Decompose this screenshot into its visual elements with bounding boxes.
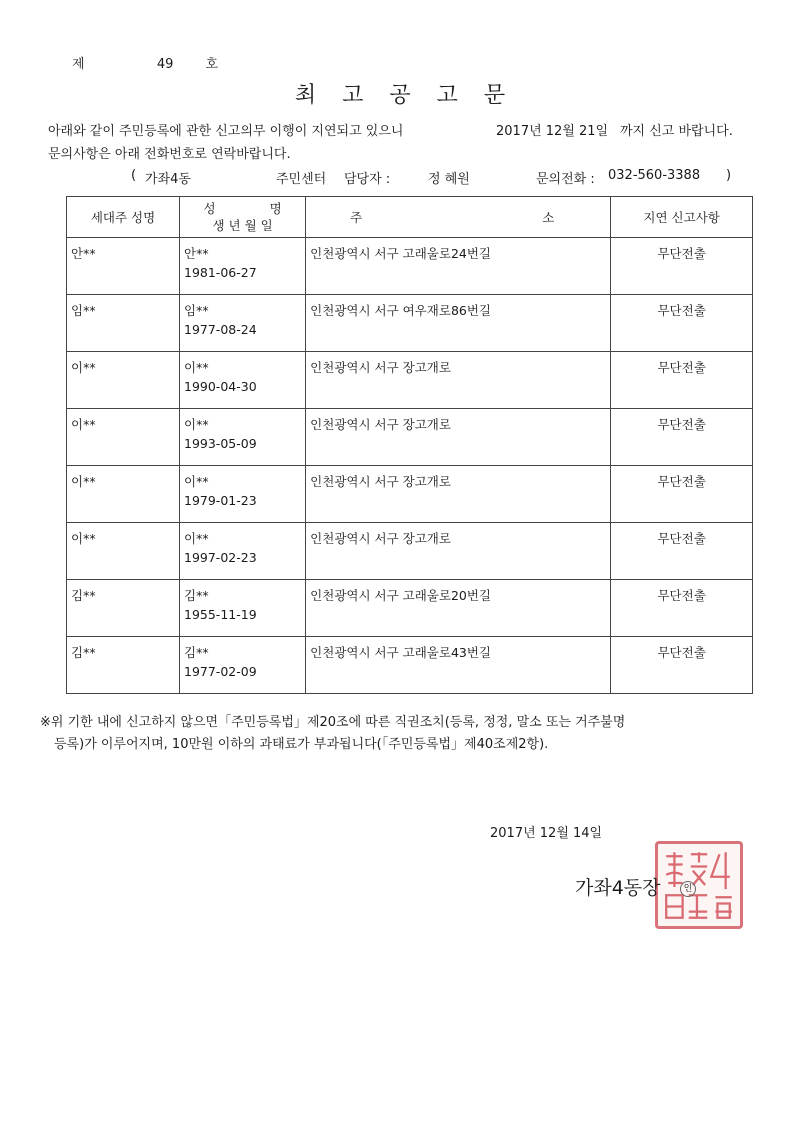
birth-date-cell: 1997-02-23 bbox=[184, 550, 257, 565]
header-address-b: 소 bbox=[542, 210, 555, 225]
table-cell bbox=[180, 580, 306, 637]
contact-center: 주민센터 bbox=[276, 172, 327, 187]
table-cell bbox=[306, 580, 611, 637]
table-cell bbox=[611, 238, 753, 295]
report-item-cell: 무단전출 bbox=[657, 645, 706, 660]
contact-office: 가좌4동 bbox=[145, 172, 191, 187]
report-item-cell: 무단전출 bbox=[657, 588, 706, 603]
contact-phone-label: 문의전화 : bbox=[536, 172, 595, 187]
table-row bbox=[67, 352, 753, 409]
table-cell bbox=[306, 295, 611, 352]
penalty-notice-line-2: 등록)가 이루어지며, 10만원 이하의 과태료가 부과됩니다(「주민등록법」제40조제2항). bbox=[54, 737, 549, 752]
birth-date-cell: 1993-05-09 bbox=[184, 436, 257, 451]
header-birth: 생 년 월 일 bbox=[212, 218, 273, 233]
header-address bbox=[306, 197, 611, 238]
report-item-cell: 무단전출 bbox=[657, 417, 706, 432]
household-head-cell: 안** bbox=[71, 246, 96, 261]
issuer-title: 가좌4동장 bbox=[575, 877, 661, 899]
table-row bbox=[67, 295, 753, 352]
table-cell bbox=[67, 409, 180, 466]
table-row bbox=[67, 466, 753, 523]
table-cell bbox=[306, 238, 611, 295]
household-head-cell: 임** bbox=[71, 303, 96, 318]
address-cell: 인천광역시 서구 고래울로20번길 bbox=[310, 588, 491, 603]
intro-line-1-tail: 까지 신고 바랍니다. bbox=[620, 124, 733, 139]
report-item-cell: 무단전출 bbox=[657, 303, 706, 318]
table-cell bbox=[306, 352, 611, 409]
household-head-cell: 이** bbox=[71, 417, 96, 432]
table-cell bbox=[611, 523, 753, 580]
birth-date-cell: 1977-08-24 bbox=[184, 322, 257, 337]
table-row bbox=[67, 238, 753, 295]
official-seal-icon bbox=[655, 841, 743, 929]
address-cell: 인천광역시 서구 고래울로24번길 bbox=[310, 246, 491, 261]
household-head-cell: 이** bbox=[71, 531, 96, 546]
report-item-cell: 무단전출 bbox=[657, 531, 706, 546]
table-cell bbox=[180, 409, 306, 466]
doc-number-prefix: 제 bbox=[72, 57, 85, 72]
report-item-cell: 무단전출 bbox=[657, 360, 706, 375]
address-cell: 인천광역시 서구 장고개로 bbox=[310, 474, 451, 489]
table-cell bbox=[180, 466, 306, 523]
table-row bbox=[67, 523, 753, 580]
table-cell bbox=[611, 637, 753, 694]
table-cell bbox=[180, 523, 306, 580]
issued-date: 2017년 12월 14일 bbox=[490, 826, 603, 841]
table-cell bbox=[611, 580, 753, 637]
overdue-report-table bbox=[66, 196, 753, 694]
header-name-birth bbox=[180, 197, 306, 238]
contact-manager-label: 담당자 : bbox=[344, 172, 391, 187]
household-head-cell: 이** bbox=[71, 474, 96, 489]
name-cell: 안** bbox=[184, 246, 209, 261]
deadline-date: 2017년 12월 21일 bbox=[496, 124, 609, 139]
report-item-cell: 무단전출 bbox=[657, 246, 706, 261]
intro-line-1: 아래와 같이 주민등록에 관한 신고의무 이행이 지연되고 있으니 bbox=[48, 124, 404, 139]
name-cell: 임** bbox=[184, 303, 209, 318]
table-cell bbox=[180, 352, 306, 409]
name-cell: 이** bbox=[184, 360, 209, 375]
table-cell bbox=[306, 637, 611, 694]
header-address-a: 주 bbox=[350, 210, 363, 225]
contact-manager: 정 혜원 bbox=[428, 172, 470, 187]
table-cell bbox=[611, 466, 753, 523]
page-title: 최고공고문 bbox=[294, 83, 532, 108]
address-cell: 인천광역시 서구 장고개로 bbox=[310, 360, 451, 375]
table-row bbox=[67, 637, 753, 694]
penalty-notice-line-1: ※위 기한 내에 신고하지 않으면「주민등록법」제20조에 따른 직권조치(등록, 정정, 말소 또는 거주불명 bbox=[40, 715, 626, 730]
contact-close-paren: ) bbox=[726, 168, 732, 183]
table-cell bbox=[180, 295, 306, 352]
table-cell bbox=[67, 637, 180, 694]
seal-mark-label: 인 bbox=[680, 881, 696, 897]
table-cell bbox=[611, 295, 753, 352]
report-item-cell: 무단전출 bbox=[657, 474, 706, 489]
contact-phone: 032-560-3388 bbox=[608, 168, 701, 183]
address-cell: 인천광역시 서구 장고개로 bbox=[310, 531, 451, 546]
address-cell: 인천광역시 서구 고래울로43번길 bbox=[310, 645, 491, 660]
table-cell bbox=[67, 523, 180, 580]
table-cell bbox=[180, 637, 306, 694]
header-name-b: 명 bbox=[269, 201, 282, 216]
table-cell bbox=[67, 238, 180, 295]
table-cell bbox=[611, 409, 753, 466]
name-cell: 이** bbox=[184, 417, 209, 432]
table-cell bbox=[306, 523, 611, 580]
address-cell: 인천광역시 서구 여우재로86번길 bbox=[310, 303, 491, 318]
contact-open-paren: ( bbox=[131, 168, 137, 183]
birth-date-cell: 1977-02-09 bbox=[184, 664, 257, 679]
birth-date-cell: 1979-01-23 bbox=[184, 493, 257, 508]
header-name-a: 성 bbox=[203, 201, 216, 216]
birth-date-cell: 1990-04-30 bbox=[184, 379, 257, 394]
name-cell: 이** bbox=[184, 474, 209, 489]
seal-graphic bbox=[658, 844, 740, 926]
table-header-row bbox=[67, 197, 753, 238]
name-cell: 이** bbox=[184, 531, 209, 546]
document-number bbox=[72, 53, 218, 72]
table-cell bbox=[306, 466, 611, 523]
name-cell: 김** bbox=[184, 588, 209, 603]
table-cell bbox=[611, 352, 753, 409]
table-cell bbox=[67, 352, 180, 409]
table-row bbox=[67, 409, 753, 466]
birth-date-cell: 1955-11-19 bbox=[184, 607, 257, 622]
table-row bbox=[67, 580, 753, 637]
table-cell bbox=[67, 580, 180, 637]
intro-line-2: 문의사항은 아래 전화번호로 연락바랍니다. bbox=[48, 147, 291, 162]
table-cell bbox=[67, 295, 180, 352]
header-household-head: 세대주 성명 bbox=[67, 197, 180, 238]
table-cell bbox=[306, 409, 611, 466]
table-cell bbox=[180, 238, 306, 295]
household-head-cell: 김** bbox=[71, 588, 96, 603]
doc-number-suffix: 호 bbox=[205, 57, 219, 72]
birth-date-cell: 1981-06-27 bbox=[184, 265, 257, 280]
doc-number-value: 49 bbox=[156, 57, 174, 72]
header-report-item: 지연 신고사항 bbox=[611, 197, 753, 238]
address-cell: 인천광역시 서구 장고개로 bbox=[310, 417, 451, 432]
household-head-cell: 김** bbox=[71, 645, 96, 660]
household-head-cell: 이** bbox=[71, 360, 96, 375]
name-cell: 김** bbox=[184, 645, 209, 660]
penalty-notice bbox=[40, 712, 750, 756]
table-cell bbox=[67, 466, 180, 523]
